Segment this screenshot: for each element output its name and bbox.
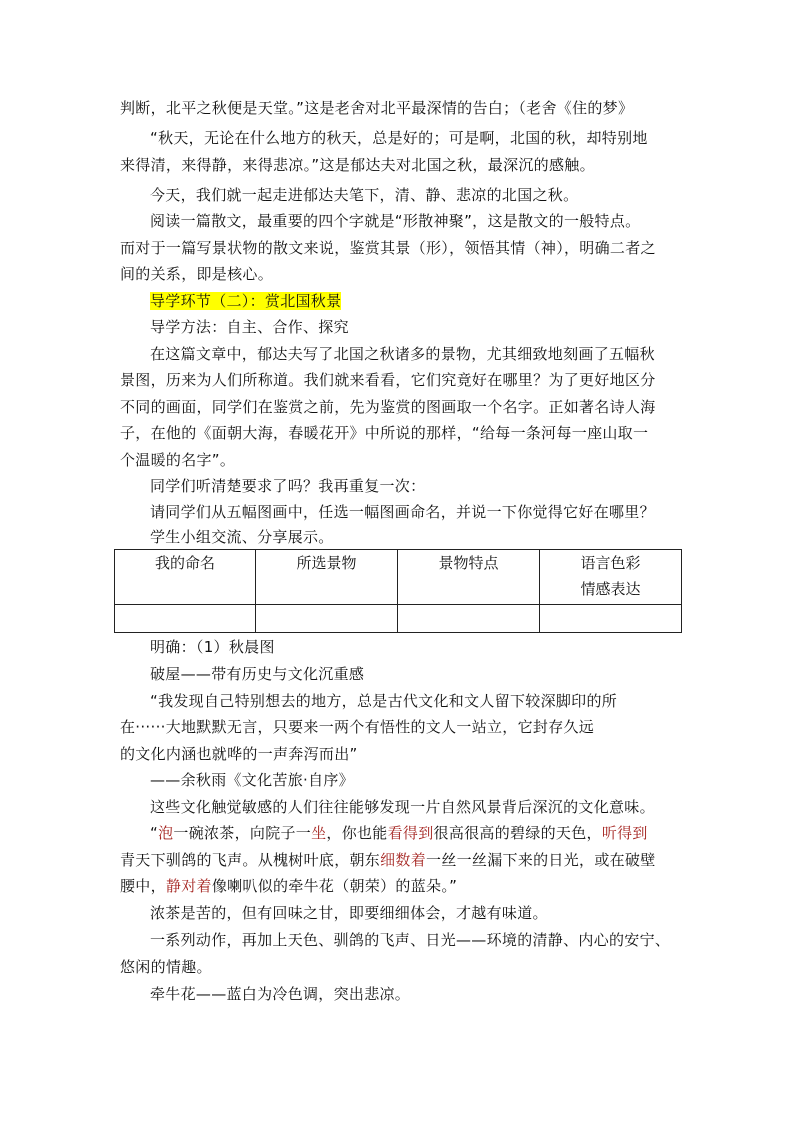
table-cell[interactable] [115, 605, 256, 633]
paragraph-culture: 这些文化触觉敏感的人们往往能够发现一片自然风景背后深沉的文化意味。 [150, 798, 655, 816]
quote-text: ，你也能 [326, 824, 388, 842]
guide-method: 导学方法：自主、合作、探究 [150, 318, 349, 336]
paragraph-share: 学生小组交流、分享展示。 [150, 528, 334, 546]
quote-yuqiuyu-1: “我发现自己特别想去的地方，总是古代文化和文人留下较深脚印的所 [150, 692, 618, 710]
naming-table [114, 549, 682, 633]
table-header-row [115, 550, 682, 605]
paragraph-scenes-1: 在这篇文章中，郁达夫写了北国之秋诸多的景物，尤其细致地刻画了五幅秋 [150, 345, 655, 363]
quote-text: 腰中， [120, 877, 166, 895]
emphasis-verb: 泡 [158, 824, 174, 842]
paragraph-scenes-5: 个温暖的名字”。 [120, 451, 236, 469]
paragraph-actions-1: 一系列动作，再加上天色、驯鸽的飞声、日光——环境的清静、内心的安宁、 [150, 931, 671, 949]
quote-text: 很高很高的碧绿的天色， [433, 824, 602, 842]
paragraph-repeat: 同学们听清楚要求了吗？我再重复一次： [150, 477, 426, 495]
paragraph-broken-house: 破屋——带有历史与文化沉重感 [150, 665, 365, 683]
table-header-text: 语言色彩 [580, 554, 641, 572]
quote-tea-line-3 [120, 874, 457, 898]
paragraph-task: 请同学们从五幅图画中，任选一幅图画命名，并说一下你觉得它好在哪里？ [150, 503, 655, 521]
emphasis-verb: 听得到 [601, 824, 648, 842]
quote-yuqiuyu-3: 的文化内涵也就哗的一声奔泻而出” [120, 745, 358, 763]
quote-text: 青天下驯鸽的飞声。从槐树叶底，朝东 [120, 851, 381, 869]
table-cell[interactable] [398, 605, 540, 633]
table-header-cell: 所选景物 [256, 550, 398, 605]
paragraph-actions-2: 悠闲的情趣。 [120, 958, 212, 976]
section-heading [150, 289, 341, 313]
quote-mark: “ [150, 824, 159, 842]
paragraph-scenes-2: 景图，历来为人们所称道。我们就来看看，它们究竟好在哪里？为了更好地区分 [120, 371, 656, 389]
emphasis-verb: 坐 [311, 824, 327, 842]
quote-text: 一碗浓茶，向院子一 [173, 824, 312, 842]
paragraph-tea: 浓茶是苦的，但有回味之甘，即要细细体会，才越有味道。 [150, 904, 548, 922]
paragraph-scenes-3: 不同的画面，同学们在鉴赏之前，先为鉴赏的图画取一个名字。正如著名诗人海 [120, 398, 656, 416]
paragraph-reading-2: 而对于一篇写景状物的散文来说，鉴赏其景（形），领悟其情（神），明确二者之 [120, 239, 656, 257]
paragraph-laoshe-end: 判断，北平之秋便是天堂。”这是老舍对北平最深情的告白；（老舍《住的梦》 [120, 99, 634, 117]
paragraph-scenes-4: 子，在他的《面朝大海，春暖花开》中所说的那样，“给每一条河每一座山取一 [120, 424, 649, 442]
quote-text: 一丝一丝漏下来的日光，或在破壁 [426, 851, 656, 869]
paragraph-yudafu-quote-1: “秋天，无论在什么地方的秋天，总是好的；可是啊，北国的秋，却特别地 [150, 129, 648, 147]
table-cell[interactable] [540, 605, 682, 633]
table-header-cell [540, 550, 682, 605]
quote-tea-line-1 [150, 821, 648, 845]
table-cell[interactable] [256, 605, 398, 633]
emphasis-verb: 看得到 [387, 824, 434, 842]
quote-yuqiuyu-2: 在······大地默默无言，只要来一两个有悟性的文人一站立，它封存久远 [120, 718, 595, 736]
quote-text: 像喇叭似的牵牛花（朝荣）的蓝朵。” [211, 877, 458, 895]
table-header-text-line2: 情感表达 [580, 580, 641, 598]
paragraph-morning-glory: 牵牛花——蓝白为冷色调，突出悲凉。 [150, 985, 411, 1003]
paragraph-reading-3: 间的关系，即是核心。 [120, 265, 274, 283]
emphasis-verb: 细数着 [380, 851, 427, 869]
table-row [115, 605, 682, 633]
section-heading-text: 导学环节（二）：赏北国秋景 [150, 292, 342, 310]
table-header-cell: 景物特点 [398, 550, 540, 605]
quote-tea-line-2 [120, 848, 656, 872]
paragraph-today: 今天，我们就一起走进郁达夫笔下，清、静、悲凉的北国之秋。 [150, 186, 579, 204]
table-header-cell: 我的命名 [115, 550, 256, 605]
paragraph-yudafu-quote-2: 来得清，来得静，来得悲凉。”这是郁达夫对北国之秋，最深沉的感触。 [120, 156, 595, 174]
quote-source: ——余秋雨《文化苦旅·自序》 [150, 771, 354, 789]
paragraph-reading-1: 阅读一篇散文，最重要的四个字就是“形散神聚”，这是散文的一般特点。 [150, 212, 641, 230]
emphasis-verb: 静对着 [165, 877, 212, 895]
paragraph-clarify: 明确：（1）秋晨图 [150, 638, 275, 656]
